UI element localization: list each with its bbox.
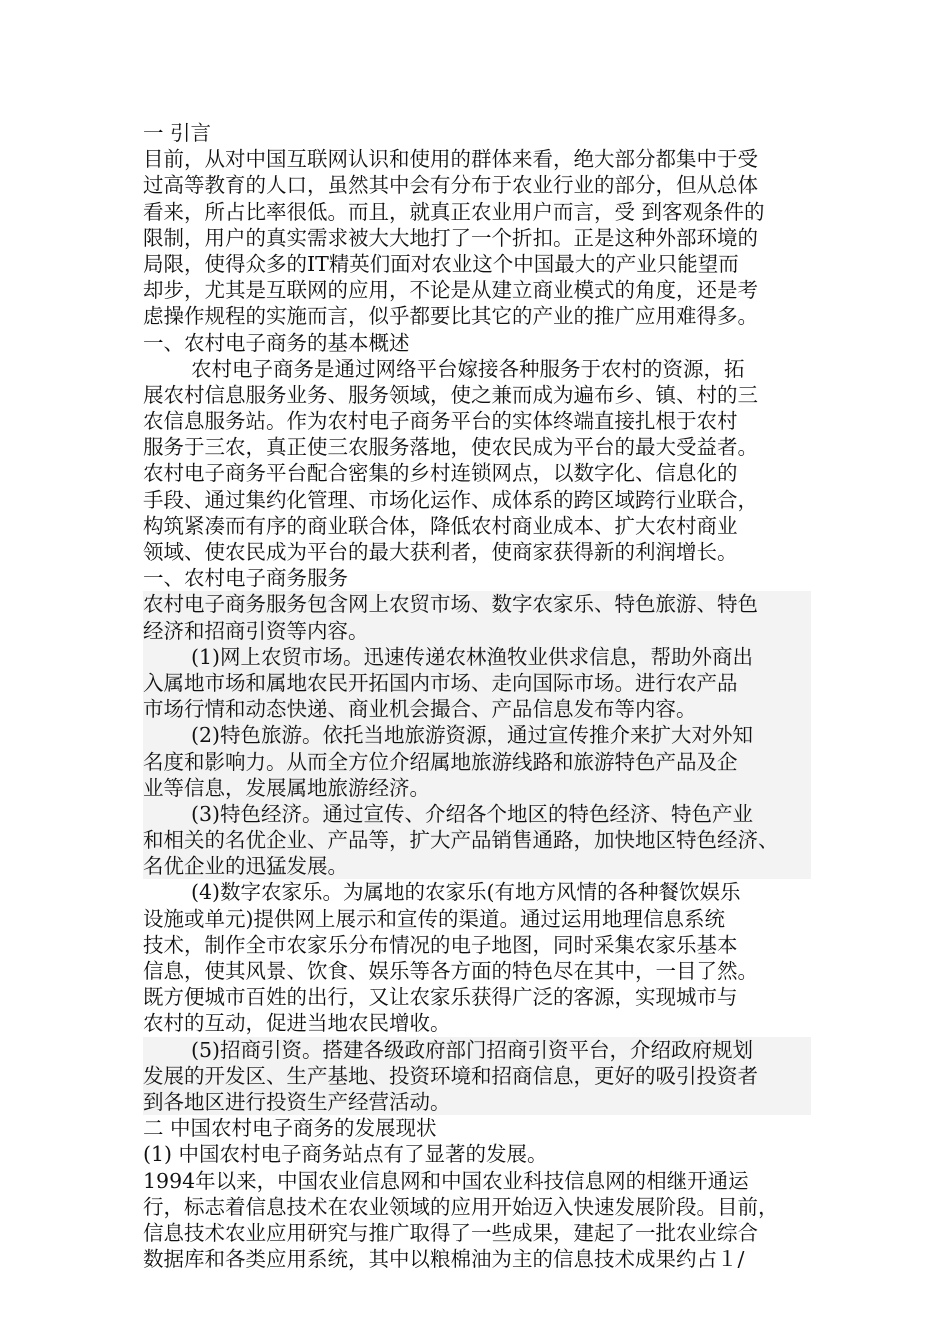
- text-line: 构筑紧凑而有序的商业联合体，降低农村商业成本、扩大农村商业: [143, 513, 738, 538]
- text-line: 入属地市场和属地农民开拓国内市场、走向国际市场。进行农产品: [143, 670, 811, 696]
- text-line: 目前，从对中国互联网认识和使用的群体来看，绝大部分都集中于受: [143, 147, 758, 172]
- text-line: 限制，用户的真实需求被大大地打了一个折扣。正是这种外部环境的: [143, 225, 758, 250]
- text-line: 行，标志着信息技术在农业领域的应用开始迈入快速发展阶段。目前，: [143, 1194, 779, 1219]
- text-line: 却步，尤其是互联网的应用，不论是从建立商业模式的角度，还是考: [143, 278, 758, 303]
- text-line: 虑操作规程的实施而言，似乎都要比其它的产业的推广应用难得多。: [143, 304, 758, 329]
- text-line: (5)招商引资。搭建各级政府部门招商引资平台，介绍政府规划: [143, 1037, 811, 1063]
- text-line: 发展的开发区、生产基地、投资环境和招商信息，更好的吸引投资者: [143, 1063, 811, 1089]
- text-line: 设施或单元)提供网上展示和宣传的渠道。通过运用地理信息系统: [143, 906, 725, 931]
- text-line: 农村电子商务服务包含网上农贸市场、数字农家乐、特色旅游、特色: [143, 591, 811, 617]
- text-line: 市场行情和动态快递、商业机会撮合、产品信息发布等内容。: [143, 696, 811, 722]
- text-line: 农村电子商务平台配合密集的乡村连锁网点，以数字化、信息化的: [143, 461, 738, 486]
- text-line: 一、农村电子商务服务: [143, 566, 348, 591]
- text-line: 和相关的名优企业、产品等，扩大产品销售通路，加快地区特色经济、: [143, 827, 811, 853]
- text-line: (1) 中国农村电子商务站点有了显著的发展。: [143, 1142, 548, 1167]
- text-line: 农村电子商务是通过网络平台嫁接各种服务于农村的资源，拓: [191, 356, 745, 381]
- text-line: 业等信息，发展属地旅游经济。: [143, 775, 811, 801]
- text-line: (4)数字农家乐。为属地的农家乐(有地方风情的各种餐饮娱乐: [191, 880, 741, 905]
- text-line: 展农村信息服务业务、服务领域，使之兼而成为遍布乡、镇、村的三: [143, 382, 758, 407]
- text-line: 手段、通过集约化管理、市场化运作、成体系的跨区域跨行业联合，: [143, 487, 758, 512]
- text-line: 农村的互动，促进当地农民增收。: [143, 1011, 451, 1036]
- text-line: 看来，所占比率很低。而且，就真正农业用户而言，受 到客观条件的: [143, 199, 765, 224]
- text-line: 过高等教育的人口，虽然其中会有分布于农业行业的部分，但从总体: [143, 173, 758, 198]
- text-line: 技术，制作全市农家乐分布情况的电子地图，同时采集农家乐基本: [143, 932, 738, 957]
- text-line: 服务于三农，真正使三农服务落地，使农民成为平台的最大受益者。: [143, 435, 758, 460]
- text-line: 名度和影响力。从而全方位介绍属地旅游线路和旅游特色产品及企: [143, 749, 811, 775]
- text-line: 名优企业的迅猛发展。: [143, 853, 811, 879]
- text-line: 农信息服务站。作为农村电子商务平台的实体终端直接扎根于农村: [143, 409, 738, 434]
- text-line: 既方便城市百姓的出行，又让农家乐获得广泛的客源，实现城市与: [143, 985, 738, 1010]
- text-line: 信息，使其风景、饮食、娱乐等各方面的特色尽在其中，一目了然。: [143, 959, 758, 983]
- text-line: 数据库和各类应用系统，其中以粮棉油为主的信息技术成果约占１/: [143, 1247, 745, 1272]
- text-line: 经济和招商引资等内容。: [143, 618, 811, 644]
- text-line: 一、农村电子商务的基本概述: [143, 330, 410, 355]
- text-line: 领域、使农民成为平台的最大获利者，使商家获得新的利润增长。: [143, 540, 738, 564]
- text-line: (3)特色经济。通过宣传、介绍各个地区的特色经济、特色产业: [143, 801, 811, 827]
- text-line: 局限，使得众多的IT精英们面对农业这个中国最大的产业只能望而: [143, 251, 739, 276]
- text-line: 一 引言: [143, 121, 212, 145]
- text-line: 到各地区进行投资生产经营活动。: [143, 1089, 811, 1115]
- text-line: (1)网上农贸市场。迅速传递农林渔牧业供求信息，帮助外商出: [143, 644, 811, 670]
- text-line: 信息技术农业应用研究与推广取得了一些成果，建起了一批农业综合: [143, 1220, 758, 1245]
- text-line: 二 中国农村电子商务的发展现状: [143, 1116, 437, 1141]
- text-line: 1994年以来，中国农业信息网和中国农业科技信息网的相继开通运: [143, 1168, 749, 1193]
- document-body: [143, 120, 811, 1272]
- text-line: (2)特色旅游。依托当地旅游资源，通过宣传推介来扩大对外知: [143, 722, 811, 748]
